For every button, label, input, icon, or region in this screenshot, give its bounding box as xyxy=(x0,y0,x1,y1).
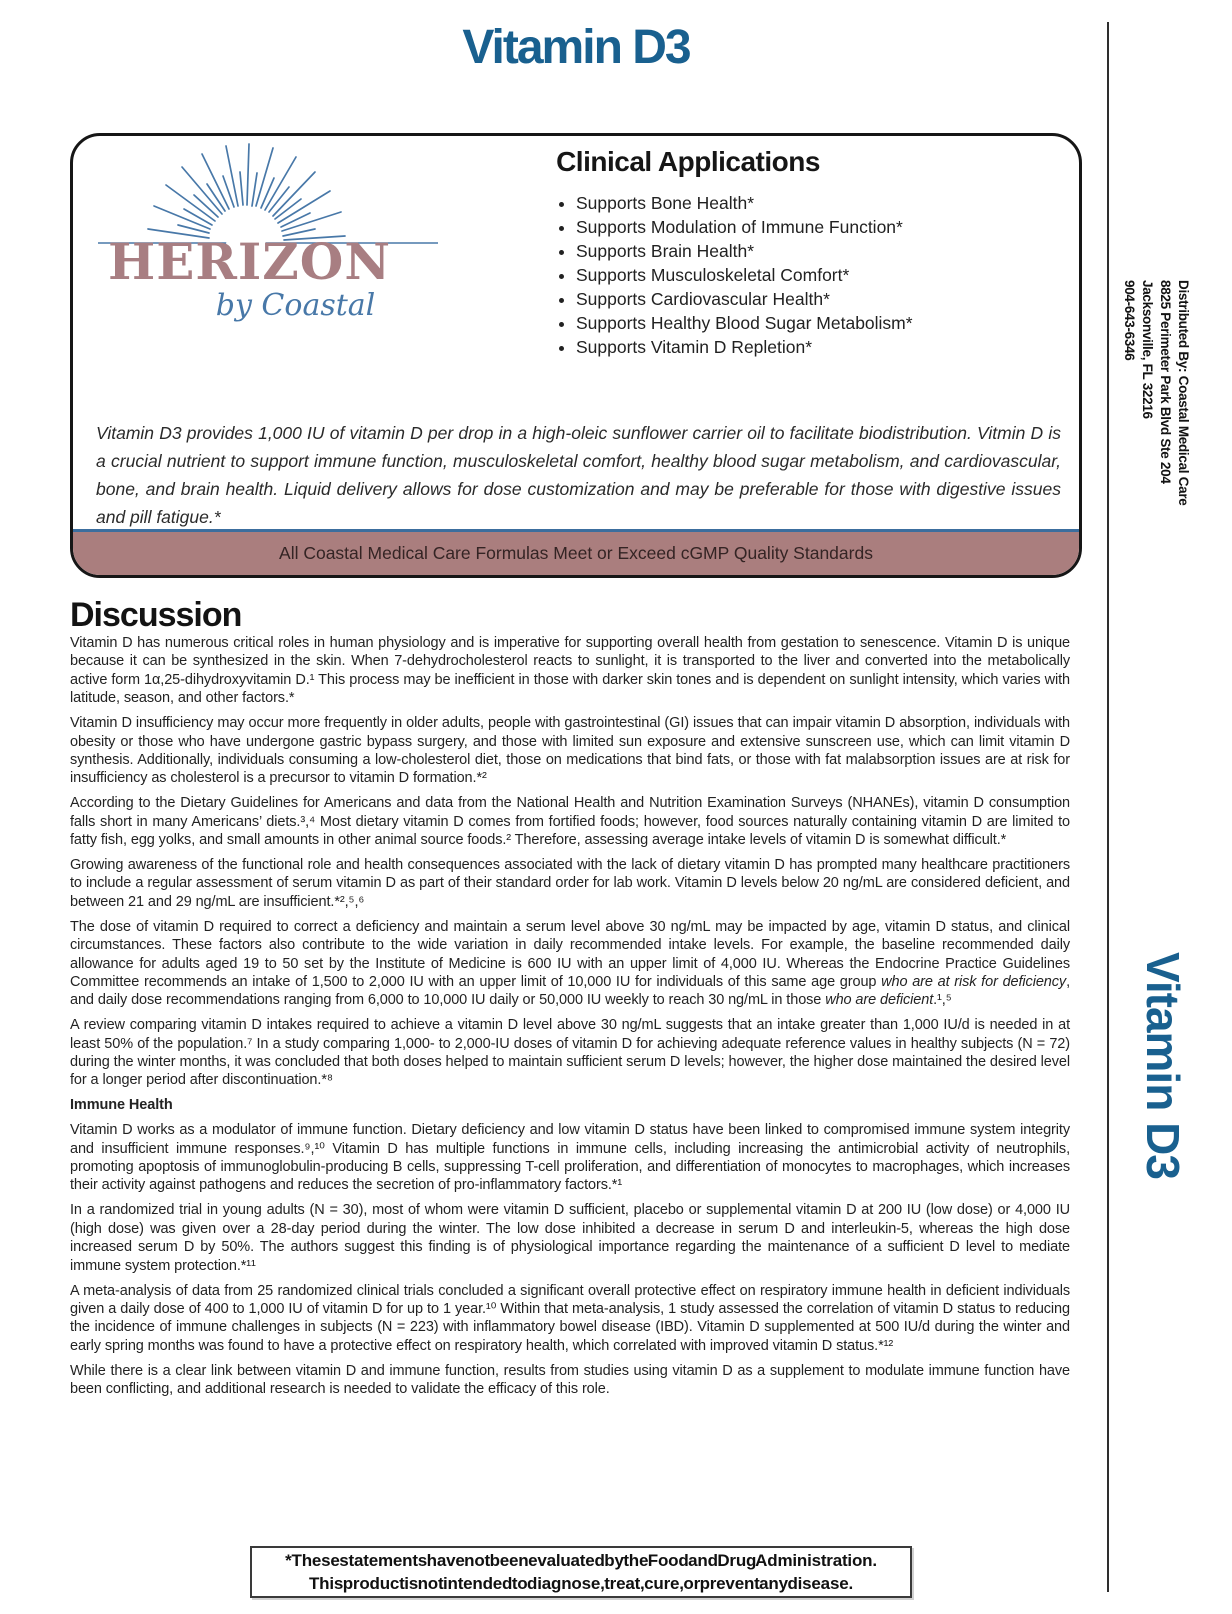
discussion-paragraph: Vitamin D has numerous critical roles in human physiology and is imperative for supporting overall health from gestation to senescence. Vitamin D is unique because it can be synthesized in the skin. When 7-dehydrocholesterol reacts to sunlight, it is transported to the liver and converted into the metabolically active form 1α,25-dihydroxyvitamin D.¹ This process may be inefficient in those with darker skin tones and is dependent on sunlight intensity, which varies with latitude, season, and other factors.* xyxy=(70,635,1070,707)
clinical-application-item: • Supports Bone Health* xyxy=(576,194,978,212)
discussion-paragraph: A meta-analysis of data from 25 randomized clinical trials concluded a significant overall protective effect on respiratory immune health in deficient individuals given a daily dose of 400 to 1,000 IU of vitamin D for up to 1 year.¹⁰ Within that meta-analysis, 1 study assessed the correlation of vitamin D status to reducing the incidence of immune challenges in subjects (N = 223) with inflammatory bowel disease (IBD). Vitamin D supplemented at 500 IU/d during the winter and early spring months was found to have a protective effect on respiratory health, which correlated with improved vitamin D status.*¹² xyxy=(70,1282,1070,1354)
clinical-application-item: • Supports Healthy Blood Sugar Metabolism* xyxy=(576,314,978,332)
disclaimer-line: *These statements have not been evaluated by the Food and Drug Administration. xyxy=(285,1551,877,1570)
discussion-paragraph xyxy=(70,918,1070,1010)
clinical-applications-heading: Clinical Applications xyxy=(556,146,820,177)
quality-banner xyxy=(73,529,1079,575)
discussion-paragraph: In a randomized trial in young adults (N = 30), most of whom were vitamin D sufficient, placebo or supplemental vitamin D at 200 IU (low dose) or 4,000 IU (high dose) was given over a 28-day period during the winter. The low dose inhibited a decrease in serum D and interleukin-5, whereas the high dose increased serum D by 50%. The authors suggest this finding is of physiological importance regarding the maintenance of a sufficient D level to mediate immune system protection.*¹¹ xyxy=(70,1202,1070,1274)
distributor-line: Jacksonville, FL 32216 xyxy=(1140,280,1155,419)
clinical-application-item: • Supports Brain Health* xyxy=(576,242,978,260)
emphasis-text: who are at risk for deficiency xyxy=(881,973,1067,990)
brand-tagline: by Coastal xyxy=(215,288,376,323)
distributor-line: 904-643-6346 xyxy=(1122,280,1137,361)
discussion-paragraph: While there is a clear link between vitamin D and immune function, results from studies using vitamin D as a supplement to modulate immune function have been conflicting, and additional research is needed to validate the efficacy of this role. xyxy=(70,1362,1070,1398)
header-box xyxy=(70,133,1082,578)
paragraph-text: , and daily dose recommendations ranging from 6,000 to 10,000 IU daily or 50,000 IU weekly to reach 30 ng/mL in those xyxy=(70,973,1070,1009)
page-title: Vitamin D3 xyxy=(462,21,690,74)
discussion-body xyxy=(70,634,1070,1405)
discussion-heading: Discussion xyxy=(70,596,242,634)
clinical-application-item: • Supports Musculoskeletal Comfort* xyxy=(576,266,978,284)
distributor-line: Distributed By: Coastal Medical Care xyxy=(1176,280,1191,506)
paragraph-text: .¹,⁵ xyxy=(933,992,952,1009)
vertical-product-name: Vitamin D3 xyxy=(1137,952,1189,1179)
discussion-paragraph: Vitamin D works as a modulator of immune function. Dietary deficiency and low vitamin D status have been linked to compromised immune system integrity and insufficient immune responses.⁹,¹⁰ Vitamin D has multiple functions in immune cells, including increasing the antimicrobial activity of neutrophils, promoting apoptosis of immunoglobulin-producing B cells, suppressing T-cell proliferation, and differentiation of monocytes to macrophages, which increases their activity against pathogens and reduces the secretion of pro-inflammatory factors.*¹ xyxy=(70,1122,1070,1194)
brand-name: HERIZON xyxy=(108,232,392,291)
discussion-paragraph: Growing awareness of the functional role and health consequences associated with the lack of dietary vitamin D has prompted many healthcare practitioners to include a regular assessment of serum vitamin D as part of their standard order for lab work. Vitamin D levels below 20 ng/mL are considered deficient, and between 21 and 29 ng/mL are insufficient.*²,⁵,⁶ xyxy=(70,856,1070,910)
paragraph-text: The dose of vitamin D required to correct a deficiency and maintain a serum level above 30 ng/mL may be impacted by age, vitamin D status, and clinical circumstances. These factors also contribute to the wide variation in daily recommended intake levels. For example, the baseline recommended daily allowance for adults aged 19 to 50 set by the Institute of Medicine is 600 IU with an upper limit of 4,000 IU. Whereas the Endocrine Practice Guidelines Committee recommends an intake of 1,500 to 2,000 IU with an upper limit of 10,000 IU for individuals of this same age group xyxy=(70,918,1070,990)
product-description: Vitamin D3 provides 1,000 IU of vitamin D per drop in a high-oleic sunflower carrier oil to facilitate biodistribution. Vitmin D is a crucial nutrient to support immune function, musculoskeletal comfort, healthy blood sugar metabolism, and cardiovascular, bone, and brain health. Liquid delivery allows for dose customization and may be preferable for those with digestive issues and pill fatigue.* xyxy=(96,423,1061,527)
discussion-paragraph: Vitamin D insufficiency may occur more frequently in older adults, people with gastrointestinal (GI) issues that can impair vitamin D absorption, individuals with obesity or those who have undergone gastric bypass surgery, and those with limited sun exposure and extensive sunscreen use, which can limit vitamin D synthesis. Additionally, individuals consuming a low-cholesterol diet, those on medications that bind fats, or those with fat malabsorption issues are at risk for insufficiency as cholesterol is a precursor to vitamin D formation.*² xyxy=(70,715,1070,787)
clinical-application-item: • Supports Cardiovascular Health* xyxy=(576,290,978,308)
distributor-info xyxy=(1120,280,1192,522)
clinical-application-item: • Supports Modulation of Immune Function* xyxy=(576,218,978,236)
disclaimer-line: This product is not intended to diagnose, treat, cure, or prevent any disease. xyxy=(309,1574,853,1593)
immune-health-heading: Immune Health xyxy=(70,1097,173,1114)
emphasis-text: who are deficient xyxy=(825,992,934,1009)
brand-logo xyxy=(88,138,448,343)
clinical-application-item: • Supports Vitamin D Repletion* xyxy=(576,338,978,356)
footer-disclaimer-box xyxy=(250,1546,912,1598)
discussion-paragraph: A review comparing vitamin D intakes required to achieve a vitamin D level above 30 ng/mL suggests that an intake greater than 1,000 IU/d is needed in at least 50% of the population.⁷ In a study comparing 1,000- to 2,000-IU doses of vitamin D for achieving adequate reference values in healthy subjects (N = 72) during the winter months, it was concluded that both doses helped to maintain sufficient serum D levels; however, the higher dose maintained the desired level for a longer period after discontinuation.*⁸ xyxy=(70,1017,1070,1089)
clinical-applications-list xyxy=(548,194,978,362)
divider-line xyxy=(1107,22,1109,1592)
discussion-paragraph: According to the Dietary Guidelines for Americans and data from the National Health and Nutrition Examination Surveys (NHANEs), vitamin D consumption falls short in many Americans’ diets.³,⁴ Most dietary vitamin D comes from fortified foods; however, food sources naturally containing vitamin D are limited to fatty fish, egg yolks, and small amounts in other animal source foods.² Therefore, assessing average intake levels of vitamin D is somewhat difficult.* xyxy=(70,795,1070,849)
quality-banner-text: All Coastal Medical Care Formulas Meet or Exceed cGMP Quality Standards xyxy=(279,543,873,563)
distributor-line: 8825 Perimeter Park Blvd Ste 204 xyxy=(1158,280,1173,484)
